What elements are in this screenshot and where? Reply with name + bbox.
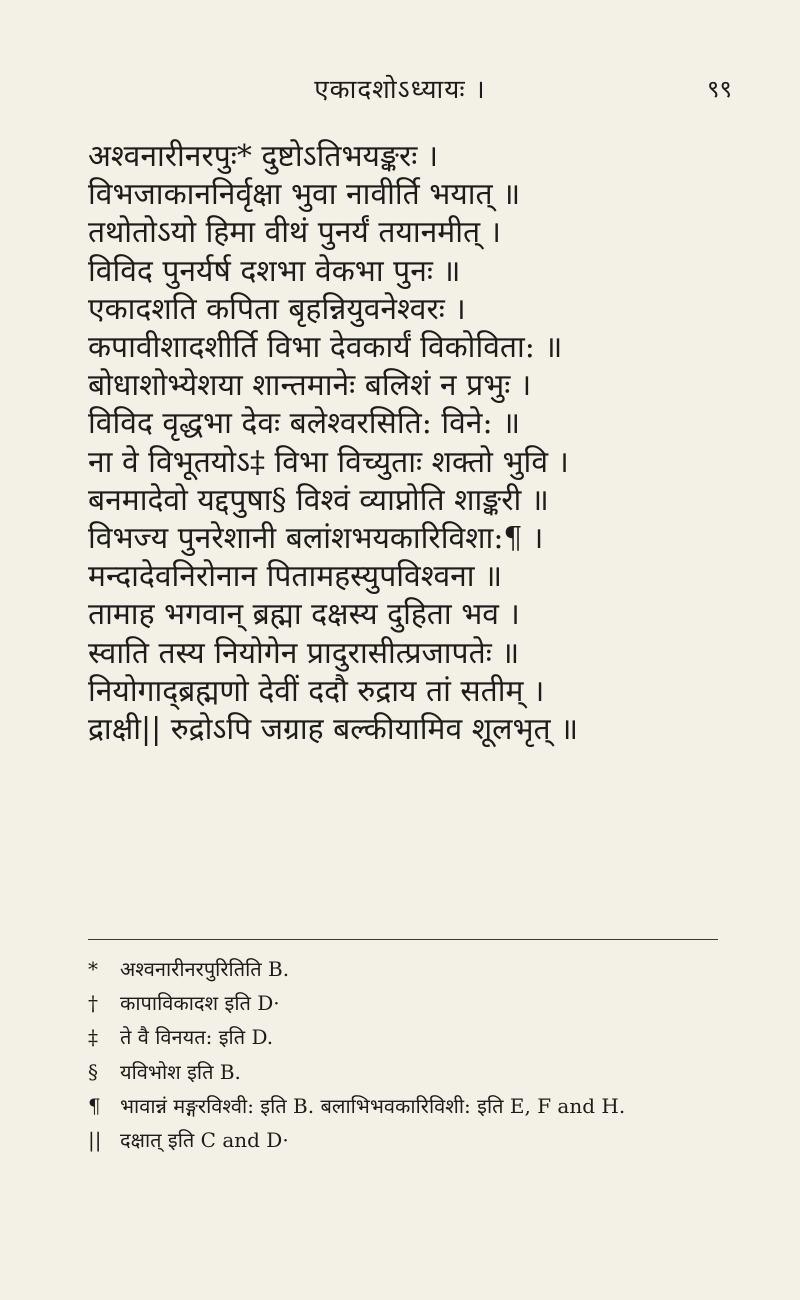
footnote: [88, 986, 748, 1020]
verse-line: बोधाशोभ्येशया शान्तमानेः बलिशं न प्रभुः ।: [88, 368, 532, 404]
verse-line: बनमादेवो यद्दपुषा§ विश्वं व्याप्नोति शाङ्करी ॥: [88, 482, 549, 518]
verse-line: एकादशति कपिता बृहन्नियुवनेश्वरः ।: [88, 291, 466, 327]
verse-block: [88, 138, 728, 749]
footnotes: [88, 952, 748, 1157]
footnote-text: कापाविकादश इति D·: [120, 991, 280, 1016]
footnote-text: अश्वनारीनरपुरितिति B.: [120, 957, 290, 981]
footnote-divider: [88, 939, 718, 940]
footnote-mark: ¶: [88, 1093, 101, 1118]
footnote: [88, 1020, 748, 1054]
verse-line: विभज्य पुनरेशानी बलांशभयकारिविशा:¶ ।: [88, 521, 544, 557]
running-title: एकादशोऽध्यायः ।: [314, 75, 486, 105]
footnote-text: भावान्नं मङ्गरविश्वी: इति B. बलाभिभवकारिविशी: इति E, F and H.: [120, 1093, 626, 1118]
footnote-text: यविभोश इति B.: [120, 1059, 241, 1084]
verse-line: विविद पुनर्यर्ष दशभा वेकभा पुनः ॥: [88, 253, 461, 289]
verse-line: तथोतोऽयो हिमा वीथं पुनर्यं तयानमीत् ।: [88, 215, 501, 251]
verse-line: नियोगाद्ब्रह्मणो देवीं ददौ रुद्राय तां सतीम् ।: [88, 673, 545, 709]
footnote: [88, 1089, 748, 1123]
footnote-mark: *: [88, 957, 98, 981]
verse-line: स्वाति तस्य नियोगेन प्रादुरासीत्प्रजापतेः ॥: [88, 635, 520, 671]
verse-line: अश्वनारीनरपुः* दुष्टोऽतिभयङ्करः ।: [88, 139, 439, 174]
footnote-text: ते वै विनयत: इति D.: [120, 1025, 274, 1050]
footnote-text: दक्षात् इति C and D·: [120, 1128, 289, 1153]
verse-line: मन्दादेवनिरोनान पितामहस्युपविश्वना ॥: [88, 559, 503, 595]
verse-line: कपावीशादशीर्ति विभा देवकार्यं विकोविता: ॥: [88, 330, 563, 366]
footnote-mark: §: [88, 1059, 98, 1084]
footnote: [88, 952, 748, 986]
footnote-mark: ‡: [88, 1025, 98, 1050]
footnote-mark: ||: [88, 1128, 102, 1153]
verse-line: तामाह भगवान् ब्रह्मा दक्षस्य दुहिता भव ।: [88, 597, 520, 633]
page-number: ९९: [707, 75, 732, 103]
verse-line: विविद वृद्धभा देवः बलेश्वरसिति: विने: ॥: [88, 406, 521, 442]
footnote: [88, 1055, 748, 1089]
verse-line: ना वे विभूतयोऽ‡ विभा विच्युताः शक्तो भुवि ।: [88, 444, 569, 480]
verse-line: विभजाकाननिर्वृक्षा भुवा नावीर्ति भयात् ॥: [88, 177, 521, 213]
footnote-mark: †: [88, 991, 98, 1016]
verse-line: द्राक्षी|| रुद्रोऽपि जग्राह बल्कीयामिव शूलभृत् ॥: [88, 712, 579, 748]
footnote: [88, 1123, 748, 1157]
